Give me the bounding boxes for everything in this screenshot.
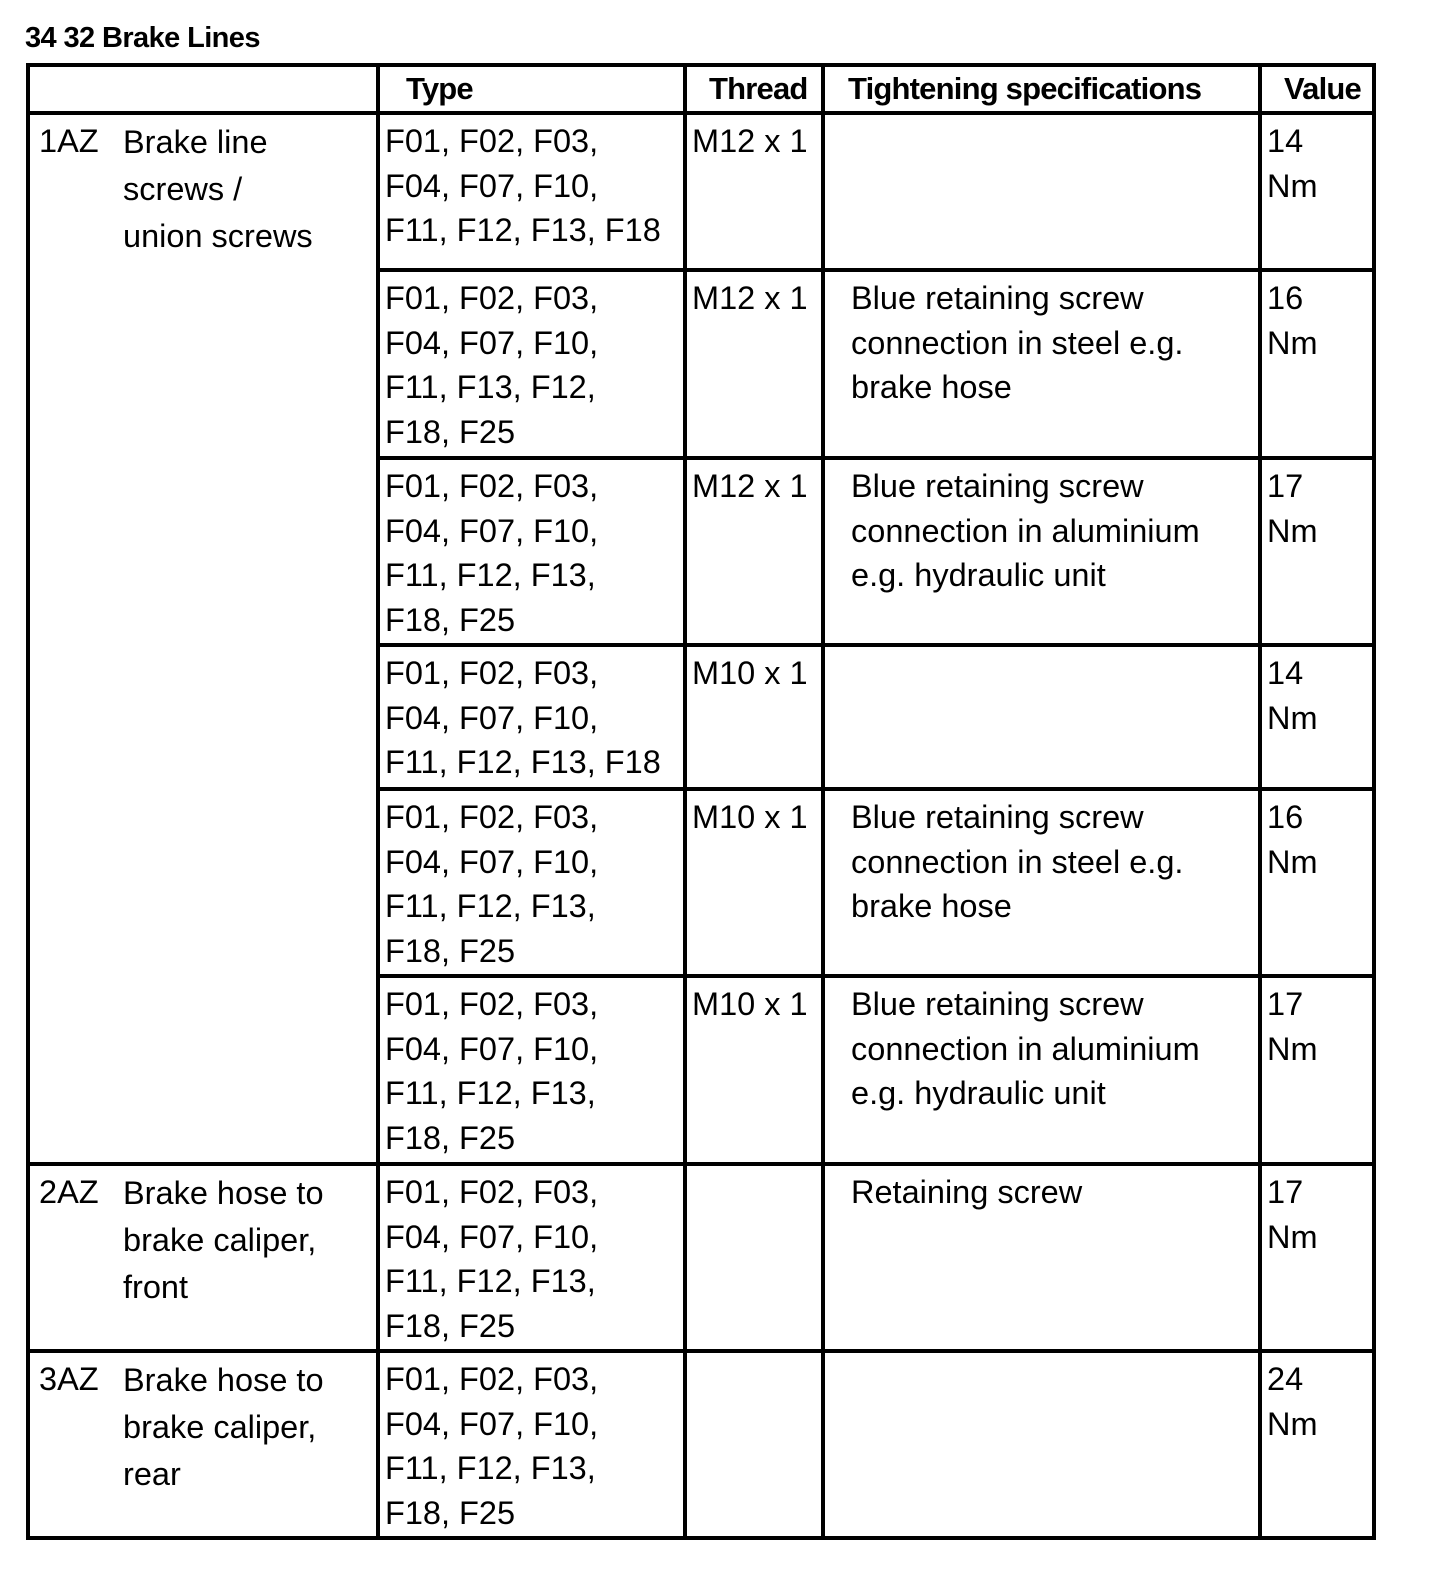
torque-spec-table — [26, 63, 1376, 1540]
text-line: Blue retaining screw — [851, 799, 1144, 835]
spec-cell — [823, 976, 1260, 1164]
spec-cell — [823, 789, 1260, 976]
text-line: F04, F07, F10, — [385, 699, 599, 736]
value-cell — [1260, 1351, 1374, 1538]
text-line: 17 — [1267, 986, 1304, 1022]
text-line: screws / — [123, 171, 243, 207]
item-description — [123, 113, 378, 1164]
text-line: F11, F12, F13, — [385, 1450, 596, 1486]
text-line: F11, F12, F13, — [385, 557, 596, 593]
text-line: e.g. hydraulic unit — [851, 1075, 1106, 1111]
text-line: Nm — [1267, 843, 1318, 880]
value-cell — [1260, 270, 1374, 458]
spec-cell — [823, 645, 1260, 789]
spec-cell — [823, 1164, 1260, 1351]
thread-cell: M10 x 1 — [685, 789, 823, 976]
type-cell — [378, 976, 685, 1164]
text-line: F01, F02, F03, — [385, 1361, 599, 1397]
type-cell — [378, 270, 685, 458]
text-line: union screws — [123, 218, 313, 254]
text-line: brake hose — [851, 888, 1012, 924]
text-line: 17 — [1267, 1174, 1304, 1210]
text-line: brake hose — [851, 369, 1012, 405]
text-line: brake caliper, — [123, 1222, 317, 1258]
text-line: Brake hose to — [123, 1175, 324, 1211]
text-line: F01, F02, F03, — [385, 280, 599, 316]
item-description — [123, 1164, 378, 1351]
thread-cell: M12 x 1 — [685, 270, 823, 458]
text-line: Blue retaining screw — [851, 986, 1144, 1022]
text-line: F11, F12, F13, — [385, 1263, 596, 1299]
text-line: F01, F02, F03, — [385, 1174, 599, 1210]
type-cell — [378, 113, 685, 270]
text-line: Blue retaining screw — [851, 280, 1144, 316]
type-cell — [378, 458, 685, 645]
text-line: Nm — [1267, 512, 1318, 549]
text-line: brake caliper, — [123, 1409, 317, 1445]
text-line: F11, F13, F12, — [385, 369, 596, 405]
thread-cell: M10 x 1 — [685, 976, 823, 1164]
value-cell — [1260, 458, 1374, 645]
text-line: connection in aluminium — [851, 512, 1200, 549]
header-value: Value — [1260, 65, 1374, 113]
spec-cell — [823, 1351, 1260, 1538]
thread-cell: M12 x 1 — [685, 113, 823, 270]
text-line: F04, F07, F10, — [385, 1405, 599, 1442]
text-line: F11, F12, F13, — [385, 1075, 596, 1111]
text-line: Retaining screw — [851, 1174, 1083, 1210]
table-header-row — [28, 65, 1374, 113]
value-cell — [1260, 1164, 1374, 1351]
text-line: 14 — [1267, 123, 1304, 159]
text-line: front — [123, 1269, 189, 1305]
text-line: F01, F02, F03, — [385, 123, 599, 159]
text-line: rear — [123, 1456, 181, 1492]
value-cell — [1260, 113, 1374, 270]
text-line: 17 — [1267, 468, 1304, 504]
text-line: 24 — [1267, 1361, 1304, 1397]
value-cell — [1260, 645, 1374, 789]
item-id: 1AZ — [28, 113, 123, 1164]
text-line: F04, F07, F10, — [385, 1218, 599, 1255]
text-line: Nm — [1267, 167, 1318, 204]
text-line: Nm — [1267, 699, 1318, 736]
header-thread: Thread — [685, 65, 823, 113]
text-line: F01, F02, F03, — [385, 986, 599, 1022]
text-line: e.g. hydraulic unit — [851, 557, 1106, 593]
text-line: F04, F07, F10, — [385, 167, 599, 204]
text-line: connection in steel e.g. — [851, 843, 1184, 880]
text-line: F18, F25 — [385, 1307, 516, 1344]
text-line: F04, F07, F10, — [385, 512, 599, 549]
header-type: Type — [378, 65, 685, 113]
spec-cell — [823, 113, 1260, 270]
item-description — [123, 1351, 378, 1538]
header-item — [28, 65, 378, 113]
item-id: 3AZ — [28, 1351, 123, 1538]
spec-cell — [823, 270, 1260, 458]
type-cell — [378, 645, 685, 789]
thread-cell — [685, 1351, 823, 1538]
spec-cell — [823, 458, 1260, 645]
thread-cell: M10 x 1 — [685, 645, 823, 789]
text-line: F18, F25 — [385, 601, 516, 638]
text-line: Nm — [1267, 1030, 1318, 1067]
text-line: Nm — [1267, 1405, 1318, 1442]
text-line: F18, F25 — [385, 932, 516, 969]
text-line: F11, F12, F13, — [385, 888, 596, 924]
item-id: 2AZ — [28, 1164, 123, 1351]
table-row — [28, 113, 1374, 270]
text-line: F01, F02, F03, — [385, 799, 599, 835]
text-line: F01, F02, F03, — [385, 655, 599, 691]
type-cell — [378, 789, 685, 976]
text-line: F04, F07, F10, — [385, 324, 599, 361]
table-row — [28, 1351, 1374, 1538]
text-line: 14 — [1267, 655, 1304, 691]
header-spec: Tightening specifications — [823, 65, 1260, 113]
text-line: F01, F02, F03, — [385, 468, 599, 504]
thread-cell — [685, 1164, 823, 1351]
text-line: F04, F07, F10, — [385, 1030, 599, 1067]
text-line: F11, F12, F13, F18 — [385, 744, 661, 780]
text-line: F18, F25 — [385, 413, 516, 450]
text-line: Brake hose to — [123, 1362, 324, 1398]
section-title: 34 32 Brake Lines — [25, 22, 260, 54]
thread-cell: M12 x 1 — [685, 458, 823, 645]
text-line: F04, F07, F10, — [385, 843, 599, 880]
text-line: Nm — [1267, 1218, 1318, 1255]
table-row — [28, 1164, 1374, 1351]
text-line: F11, F12, F13, F18 — [385, 212, 661, 248]
type-cell — [378, 1351, 685, 1538]
type-cell — [378, 1164, 685, 1351]
value-cell — [1260, 976, 1374, 1164]
value-cell — [1260, 789, 1374, 976]
text-line: connection in steel e.g. — [851, 324, 1184, 361]
text-line: Brake line — [123, 124, 268, 160]
text-line: 16 — [1267, 799, 1304, 835]
text-line: 16 — [1267, 280, 1304, 316]
text-line: Nm — [1267, 324, 1318, 361]
text-line: Blue retaining screw — [851, 468, 1144, 504]
text-line: F18, F25 — [385, 1119, 516, 1156]
text-line: F18, F25 — [385, 1494, 516, 1531]
text-line: connection in aluminium — [851, 1030, 1200, 1067]
